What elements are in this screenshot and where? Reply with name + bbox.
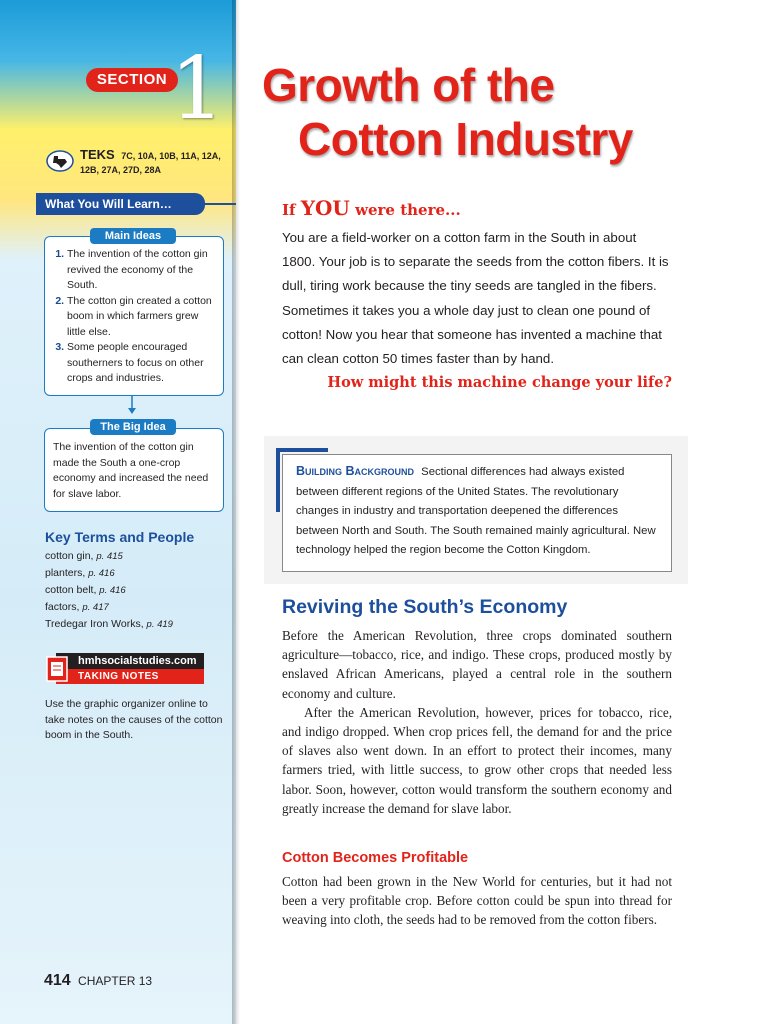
key-term-item (45, 548, 173, 565)
big-idea-box (44, 428, 224, 512)
main-ideas-label: Main Ideas (90, 228, 176, 244)
if-you-emphasis: YOU (300, 196, 350, 220)
teks-standards (80, 148, 230, 177)
page-number: 414 (44, 972, 71, 989)
taking-notes-label: TAKING NOTES (56, 669, 204, 684)
key-terms-heading: Key Terms and People (45, 529, 195, 545)
main-ideas-box (44, 236, 224, 396)
sidebar-shadow (232, 0, 240, 1024)
body-paragraph: Cotton had been grown in the New World for centuries, but it had not been a very profitable crop. Before cotton could be spun into thread for weaving into cloth, the seeds had to be removed from the cotton fibers. (282, 874, 672, 928)
subheading: Cotton Becomes Profitable (282, 850, 469, 866)
key-term: planters, (45, 567, 86, 579)
building-background-body: Sectional differences had always existed between different regions of the United States. The revolutionary changes in industry and transportation deepened the differences between North and South. The South remained mainly agricultural. New technology helped the region become the Cotton Kingdom. (296, 466, 656, 556)
big-idea-label: The Big Idea (90, 419, 176, 435)
arrow-down-icon (128, 396, 136, 414)
chapter-label: CHAPTER 13 (78, 974, 153, 988)
what-you-will-learn-bar: What You Will Learn… (36, 193, 205, 215)
scenario-text: You are a field-worker on a cotton farm in the South in about 1800. Your job is to separate the seeds from the cotton fibers. It is dull, tiring work because the tiny seeds are tangled in the fibers. Sometimes it takes you a whole day just to clean one pound of cotton! Now you hear that someone has invented a machine that can clean cotton 50 times faster than by hand. (282, 230, 669, 367)
teks-codes: 7C, 10A, 10B, 11A, 12A, 12B, 27A, 27D, 28A (80, 151, 221, 175)
body-paragraph: Before the American Revolution, three crops dominated southern agriculture—tobacco, rice, and indigo. These crops, produced mostly by enslaved African Americans, played a central role in the southern economy and culture. (282, 628, 672, 701)
building-background-text (296, 462, 662, 561)
taking-notes-description: Use the graphic organizer online to take notes on the causes of the cotton boom in the South. (45, 698, 223, 741)
key-term: cotton gin, (45, 550, 94, 562)
key-term-item (45, 599, 173, 616)
section-badge: SECTION (86, 68, 178, 92)
if-you-were-there-heading (282, 196, 461, 220)
notepad-icon (46, 656, 70, 682)
learn-divider (205, 203, 236, 205)
body-text-block (282, 872, 672, 930)
if-you-pre: If (282, 201, 301, 219)
key-terms-list (45, 548, 173, 633)
main-idea-item: 3. Some people encouraged southerners to focus on other crops and industries. (67, 340, 215, 387)
key-term: factors, (45, 601, 80, 613)
key-term: cotton belt, (45, 584, 97, 596)
key-term-page: p. 416 (99, 585, 126, 596)
key-term-item (45, 582, 173, 599)
building-background-title: Building Background (296, 464, 415, 478)
title-line-2: Cotton Industry (298, 113, 633, 165)
key-term-page: p. 415 (96, 551, 123, 562)
main-idea-item: 2. The cotton gin created a cotton boom in which farmers grew little else. (67, 294, 215, 341)
section-heading: Reviving the South’s Economy (282, 596, 568, 618)
key-term-page: p. 419 (146, 619, 173, 630)
key-term-item (45, 616, 173, 633)
scenario-question: How might this machine change your life? (327, 374, 672, 391)
key-term-item (45, 565, 173, 582)
key-term-page: p. 417 (82, 602, 109, 613)
texas-map-icon (46, 150, 74, 172)
key-term: Tredegar Iron Works, (45, 618, 144, 630)
title-line-1: Growth of the (262, 59, 555, 111)
key-term-page: p. 416 (88, 568, 115, 579)
big-idea-text: The invention of the cotton gin made the South a one-crop economy and increased the need for slave labor. (53, 441, 209, 500)
notes-url-link[interactable]: hmhsocialstudies.com (56, 653, 204, 669)
page-footer (44, 972, 152, 990)
body-text-block (282, 626, 672, 818)
teks-label: TEKS (80, 147, 115, 162)
body-paragraph: After the American Revolution, however, prices for tobacco, rice, and indigo dropped. When crop prices fell, the demand for and the price of slaves also went down. In an effort to protect their incomes, many farmers tried, with little success, to grow other crops that needed less labor. Soon, however, cotton would transform the southern economy and greatly increase the demand for slave labor. (282, 704, 672, 816)
main-idea-item: 1. The invention of the cotton gin revived the economy of the South. (67, 247, 215, 294)
page-title (262, 58, 633, 166)
if-you-post: were there... (349, 201, 461, 219)
section-number: 1 (170, 39, 225, 139)
